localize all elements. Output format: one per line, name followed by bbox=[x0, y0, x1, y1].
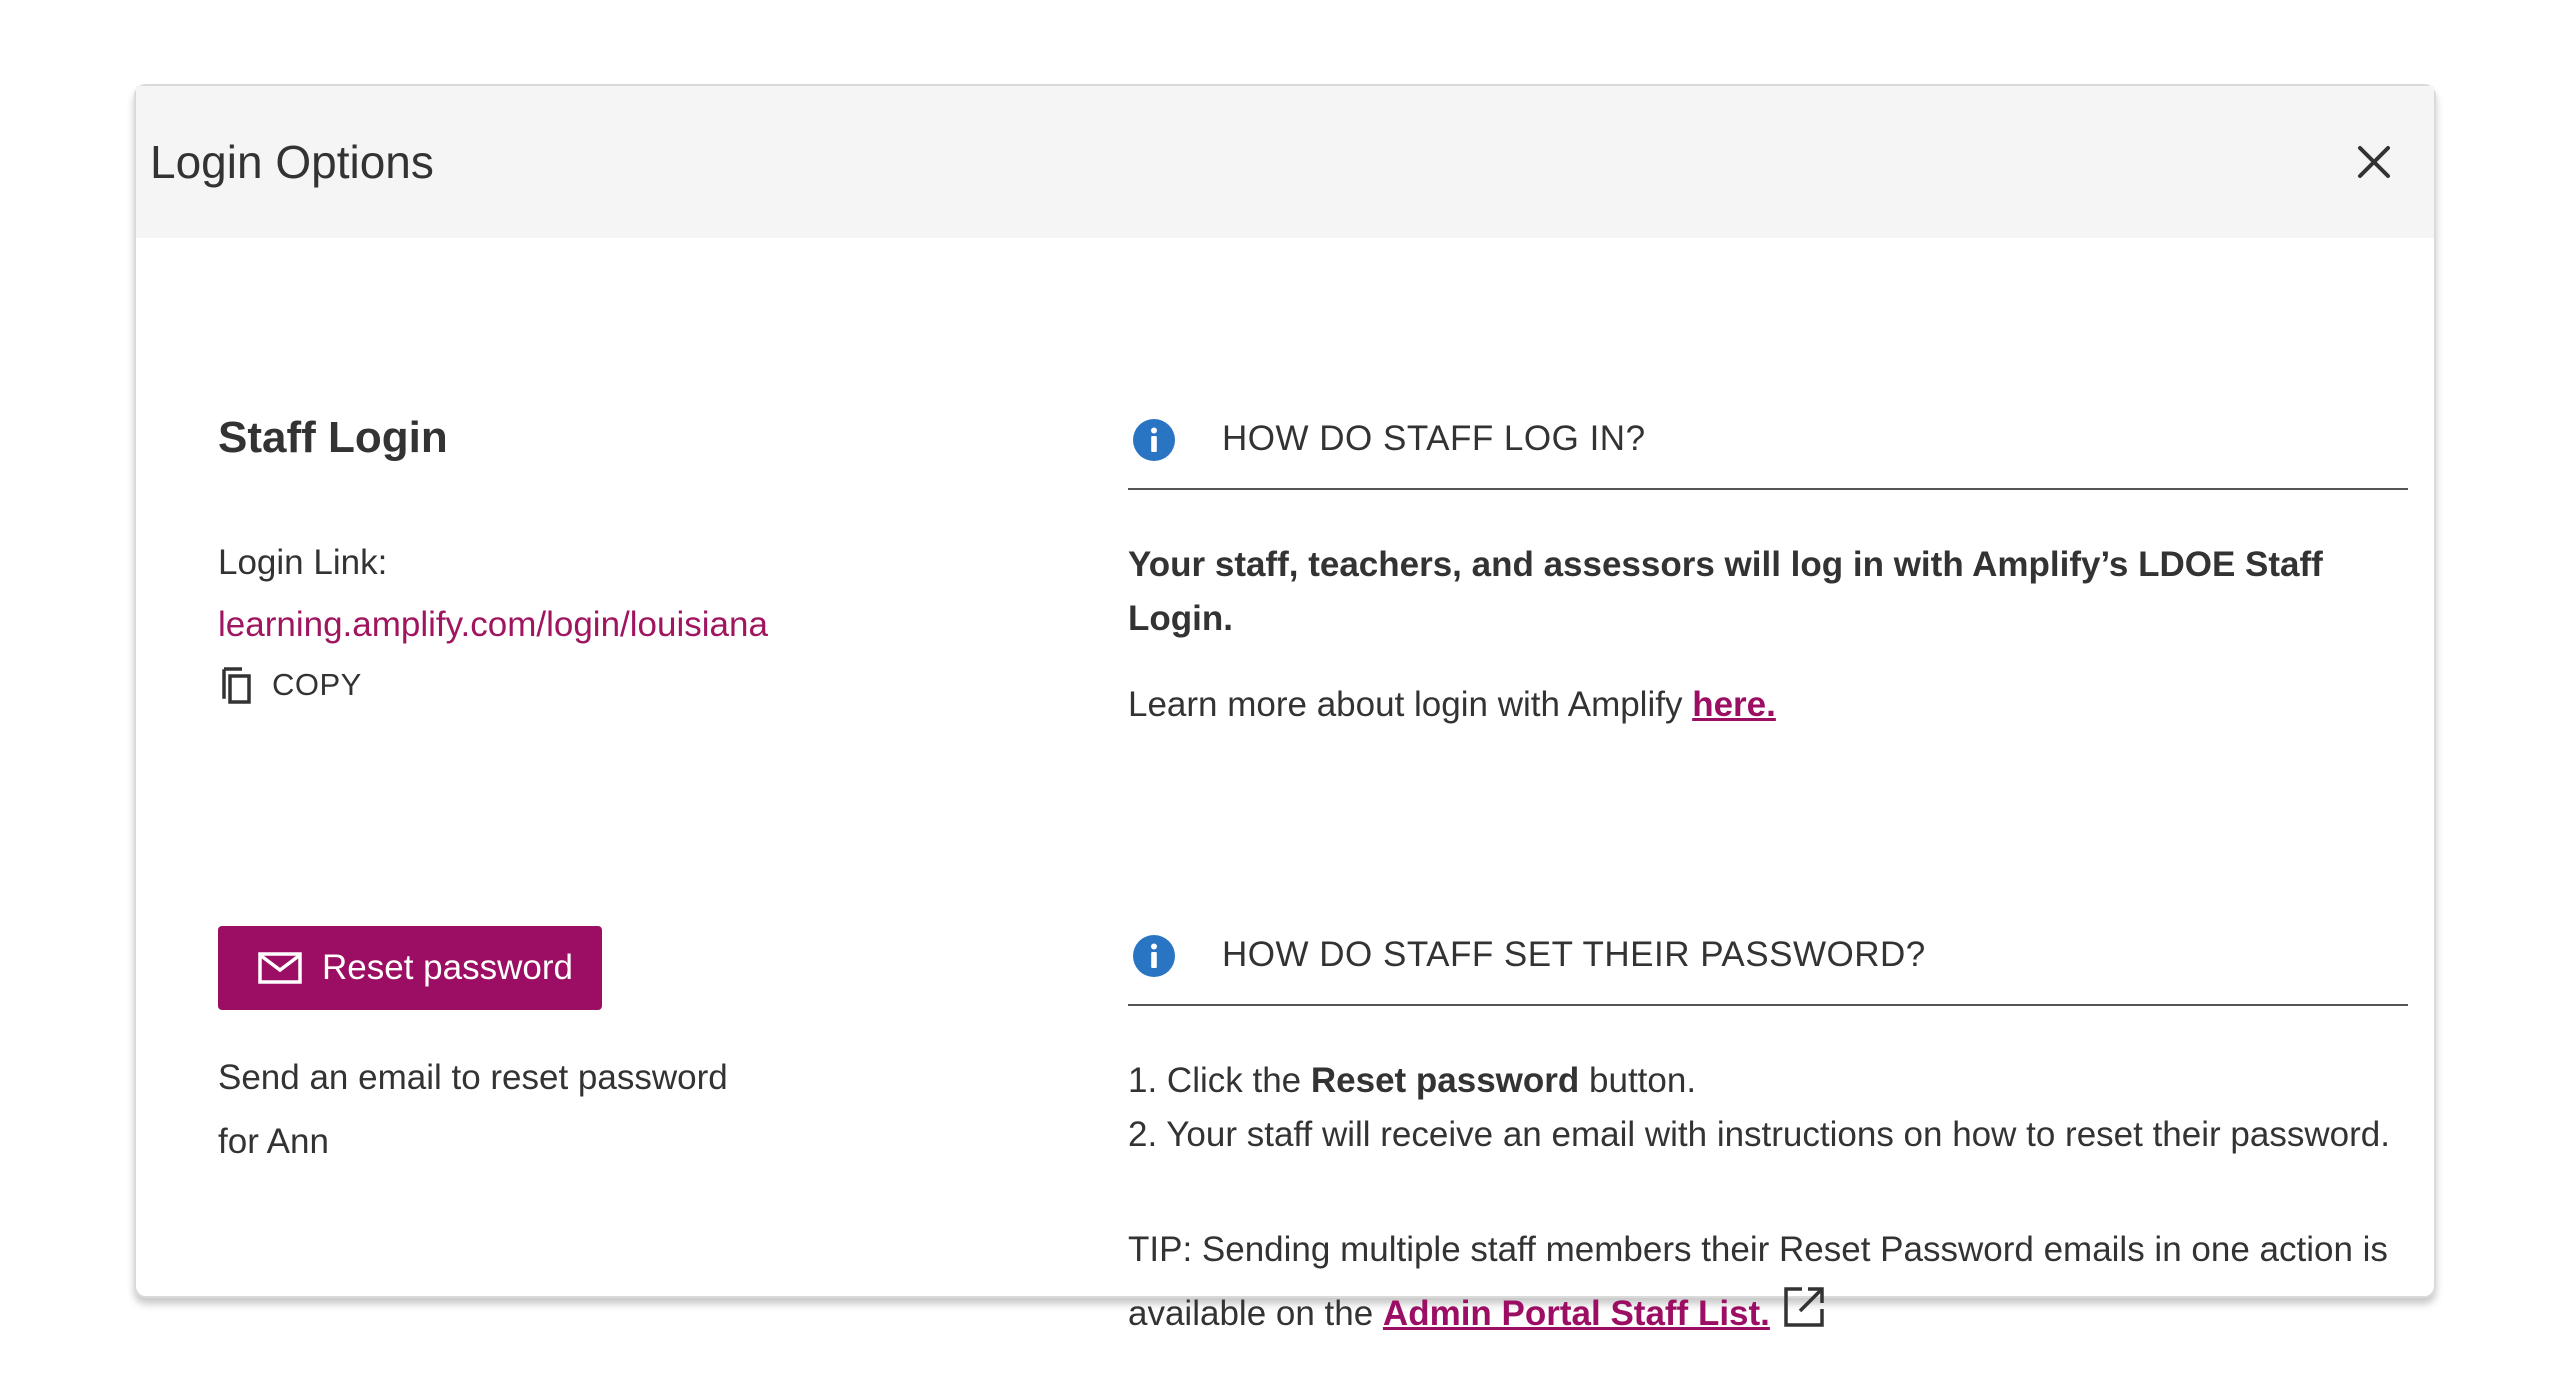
learn-more-prefix: Learn more about login with Amplify bbox=[1128, 685, 1693, 724]
how-password-title: HOW DO STAFF SET THEIR PASSWORD? bbox=[1222, 935, 1926, 974]
close-icon bbox=[2357, 145, 2391, 179]
step-2: 2. Your staff will receive an email with instructions on how to reset their password. bbox=[1128, 1115, 2390, 1154]
how-login-title: HOW DO STAFF LOG IN? bbox=[1222, 419, 1646, 458]
reset-description bbox=[218, 1046, 838, 1174]
how-password-header bbox=[1128, 906, 2408, 1006]
step-1 bbox=[1128, 1054, 2408, 1108]
staff-login-title: Staff Login bbox=[218, 413, 448, 462]
how-login-description: Your staff, teachers, and assessors will log in with Amplify’s LDOE Staff Login. bbox=[1128, 545, 2323, 638]
learn-more-link[interactable]: here. bbox=[1692, 685, 1776, 724]
step-1-prefix: 1. Click the bbox=[1128, 1061, 1311, 1100]
modal-title: Login Options bbox=[150, 136, 434, 188]
info-icon bbox=[1132, 418, 1176, 462]
external-link-icon[interactable] bbox=[1782, 1285, 1826, 1329]
reset-description-line1: Send an email to reset password bbox=[218, 1058, 728, 1097]
login-link[interactable]: learning.amplify.com/login/louisiana bbox=[218, 605, 768, 644]
copy-icon bbox=[220, 665, 252, 705]
reset-password-button[interactable] bbox=[218, 926, 602, 1010]
tip-text bbox=[1128, 1218, 2398, 1346]
login-options-modal bbox=[134, 84, 2436, 1333]
copy-label: COPY bbox=[272, 667, 362, 702]
reset-description-line2: for Ann bbox=[218, 1122, 329, 1161]
help-panel bbox=[1128, 238, 2408, 1333]
admin-portal-staff-list-link[interactable]: Admin Portal Staff List. bbox=[1382, 1294, 1770, 1333]
login-link-label: Login Link: bbox=[218, 543, 388, 582]
reset-password-label: Reset password bbox=[322, 948, 573, 987]
learn-more-text bbox=[1128, 678, 1776, 732]
staff-login-panel bbox=[218, 238, 1118, 1298]
close-button[interactable] bbox=[2350, 138, 2398, 186]
info-icon bbox=[1132, 934, 1176, 978]
copy-button[interactable] bbox=[220, 662, 362, 708]
modal-header bbox=[136, 86, 2434, 238]
step-1-suffix: button. bbox=[1579, 1061, 1697, 1100]
tip-prefix: TIP: Sending multiple staff members their Reset Password emails in one action is available on the bbox=[1128, 1230, 2388, 1333]
step-1-bold: Reset password bbox=[1310, 1061, 1580, 1100]
how-login-header bbox=[1128, 390, 2408, 490]
password-steps bbox=[1128, 1054, 2408, 1162]
mail-icon bbox=[258, 952, 302, 984]
